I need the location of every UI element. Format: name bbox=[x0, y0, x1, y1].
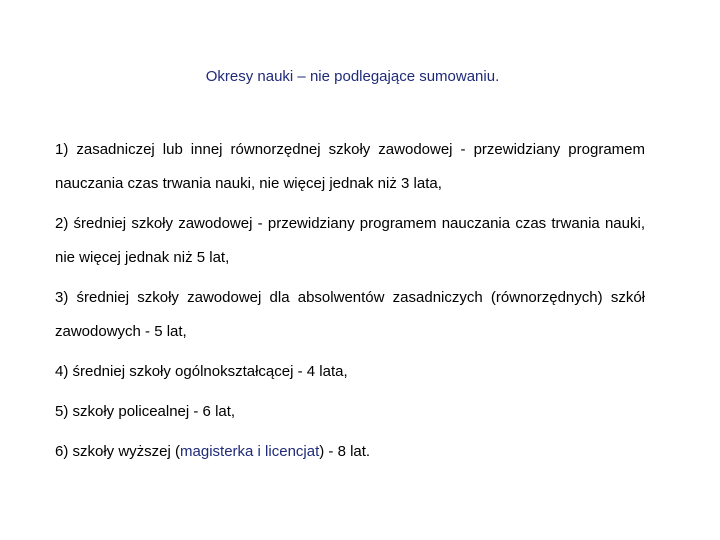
list-item-4: 4) średniej szkoły ogólnokształcącej - 4 lata, bbox=[55, 363, 348, 380]
list-item-6-highlight: magisterka i licencjat bbox=[180, 443, 320, 460]
list-item-6 bbox=[55, 435, 645, 469]
slide-title: Okresy nauki – nie podlegające sumowaniu. bbox=[205, 68, 500, 85]
list-item-6-prefix: 6) szkoły wyższej ( bbox=[55, 443, 181, 460]
list-item-3: 3) średniej szkoły zawodowej dla absolwentów zasadniczych (równorzędnych) szkół zawodowych - 5 lat, bbox=[55, 289, 645, 340]
list-item-6-suffix: ) - 8 lat. bbox=[319, 443, 371, 460]
periods-list bbox=[55, 133, 645, 475]
list-item-5: 5) szkoły policealnej - 6 lat, bbox=[55, 403, 236, 420]
list-item-2: 2) średniej szkoły zawodowej - przewidziany programem nauczania czas trwania nauki, nie więcej jednak niż 5 lat, bbox=[55, 215, 645, 266]
list-item-1: 1) zasadniczej lub innej równorzędnej szkoły zawodowej - przewidziany programem nauczania czas trwania nauki, nie więcej jednak niż 3 lata, bbox=[55, 141, 645, 192]
